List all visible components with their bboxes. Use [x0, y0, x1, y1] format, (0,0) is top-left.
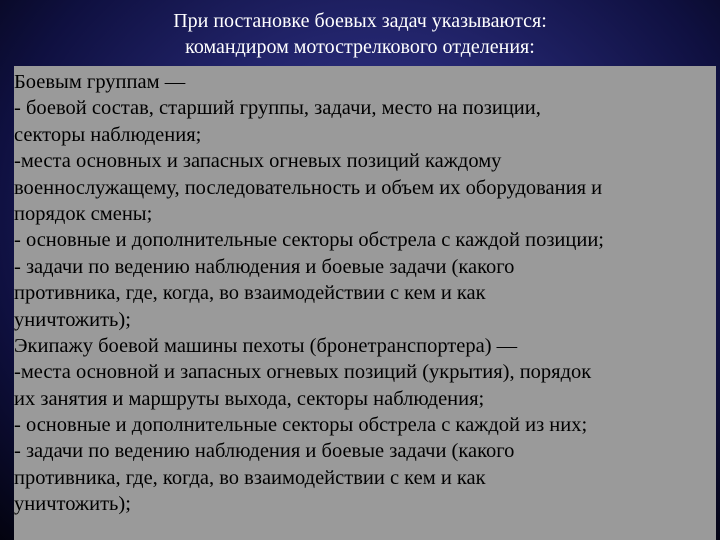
content-box: [14, 66, 716, 540]
content-line: Боевым группам —: [14, 71, 186, 93]
content-line: -места основных и запасных огневых позиций каждому: [14, 150, 502, 173]
content-line: противника, где, когда, во взаимодействии с кем и как: [14, 282, 486, 305]
content-text: [14, 66, 716, 518]
content-line: - основные и дополнительные секторы обстрела с каждой позиции;: [14, 229, 605, 252]
slide-title: [0, 8, 720, 60]
content-line: военнослужащему, последовательность и объем их оборудования и: [14, 176, 603, 199]
title-line-2: командиром мотострелкового отделения:: [185, 36, 535, 58]
content-line: уничтожить);: [14, 493, 131, 516]
content-line: - задачи по ведению наблюдения и боевые задачи (какого: [14, 440, 515, 463]
content-line: - боевой состав, старший группы, задачи, место на позиции,: [14, 97, 541, 120]
content-line: - задачи по ведению наблюдения и боевые задачи (какого: [14, 255, 515, 278]
content-line: -места основной и запасных огневых позиций (укрытия), порядок: [14, 361, 592, 384]
content-line: - основные и дополнительные секторы обстрела с каждой из них;: [14, 414, 588, 437]
content-line: секторы наблюдения;: [14, 123, 202, 146]
content-line: противника, где, когда, во взаимодействии с кем и как: [14, 466, 486, 489]
title-line-1: При постановке боевых задач указываются:: [173, 10, 547, 32]
content-line: порядок смены;: [14, 202, 153, 225]
content-line: уничтожить);: [14, 308, 131, 331]
content-line: Экипажу боевой машины пехоты (бронетранспортера) —: [14, 334, 518, 357]
content-line: их занятия и маршруты выхода, секторы наблюдения;: [14, 387, 485, 410]
